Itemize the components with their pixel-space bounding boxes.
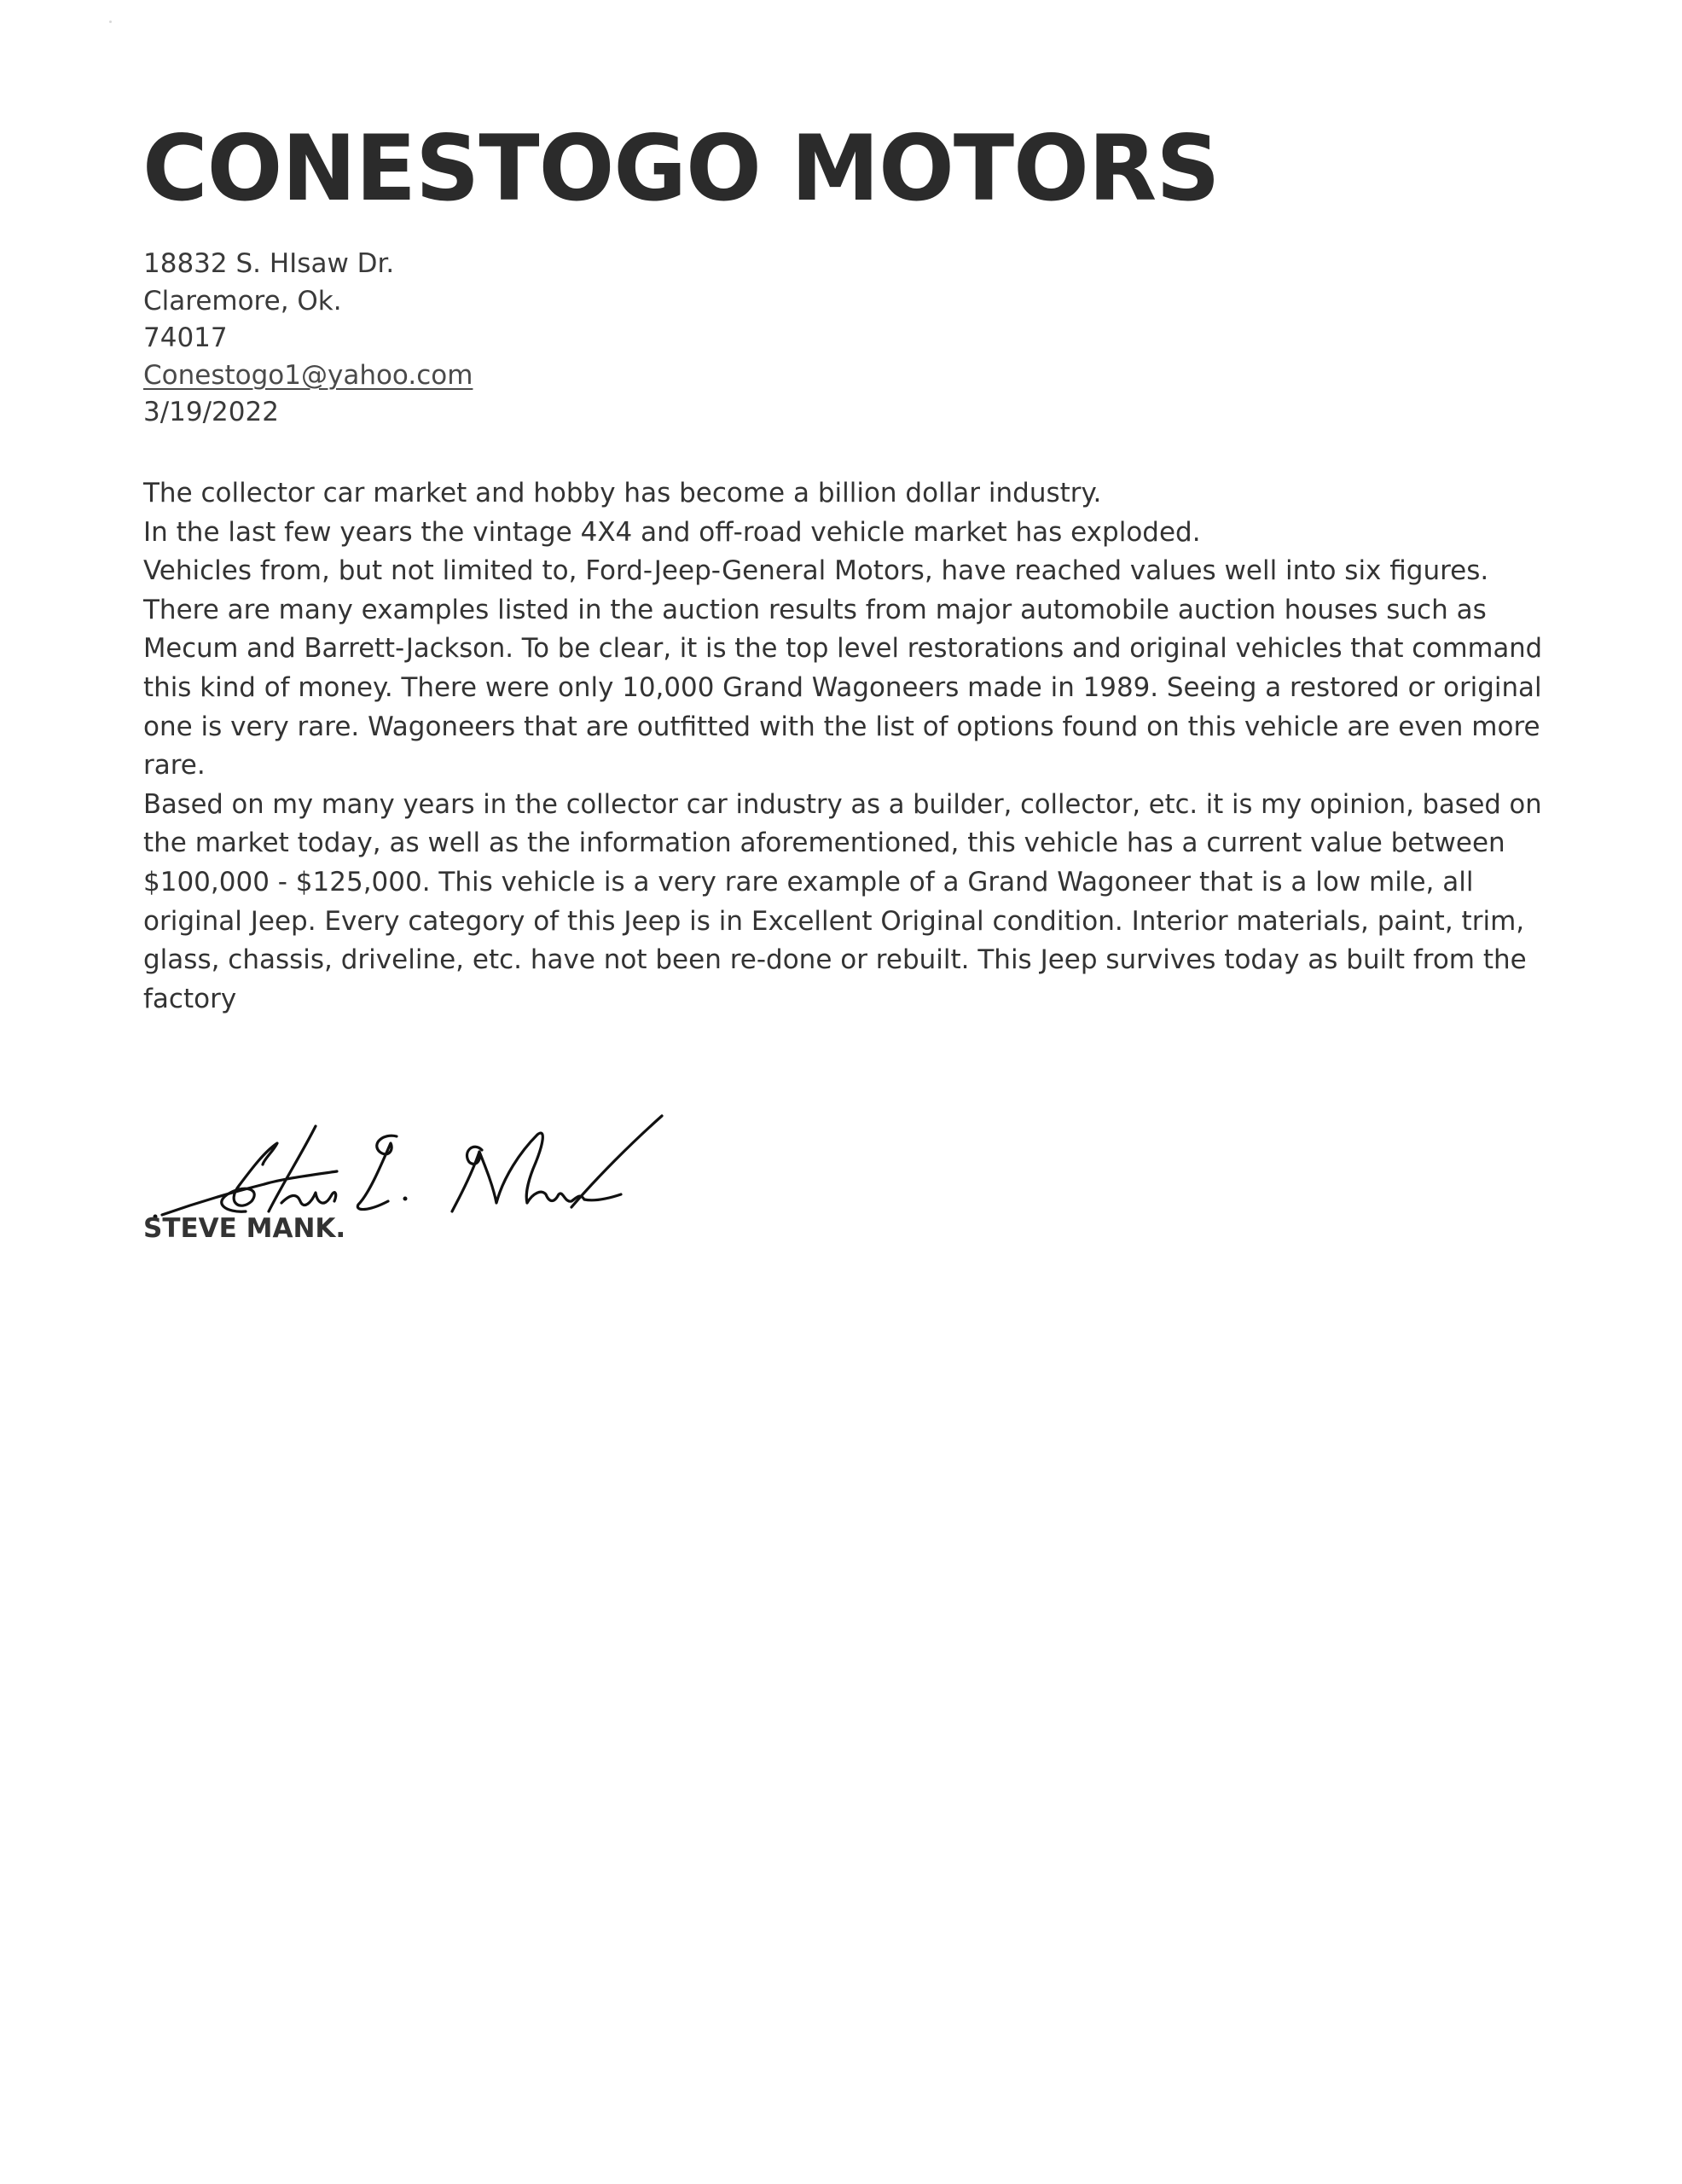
zip-code: 74017 [143,322,228,353]
handwritten-signature [145,1083,691,1228]
body-line: this kind of money. There were only 10,000 Grand Wagoneers made in 1989. Seeing a restored or original [143,671,1542,703]
company-letterhead: CONESTOGO MOTORS [142,116,1220,221]
letter-body [143,474,1542,1019]
body-line: one is very rare. Wagoneers that are outfitted with the list of options found on this vehicle are even more [143,711,1540,742]
body-line: Vehicles from, but not limited to, Ford-Jeep-General Motors, have reached values well into six figures. [143,555,1489,587]
email-link[interactable]: Conestogo1@yahoo.com [143,359,473,391]
body-line: The collector car market and hobby has become a billion dollar industry. [143,478,1102,508]
sender-address-block [143,246,473,432]
body-line: $100,000 - $125,000. This vehicle is a very rare example of a Grand Wagoneer that is a low mile, all [143,866,1474,897]
scan-speck [109,20,112,23]
body-line: factory [143,983,237,1014]
body-line: the market today, as well as the information aforementioned, this vehicle has a current value between [143,828,1505,859]
city-state: Claremore, Ok. [143,285,342,317]
body-line: There are many examples listed in the auction results from major automobile auction houses such as [143,594,1487,625]
body-line: glass, chassis, driveline, etc. have not been re-done or rebuilt. This Jeep survives today as built from the [143,944,1527,976]
body-line: rare. [143,750,206,781]
body-line: Mecum and Barrett-Jackson. To be clear, it is the top level restorations and original vehicles that command [143,633,1543,665]
body-line: Based on my many years in the collector car industry as a builder, collector, etc. it is my opinion, based on [143,788,1542,820]
letter-date: 3/19/2022 [143,397,279,427]
body-line: original Jeep. Every category of this Jeep is in Excellent Original condition. Interior materials, paint, trim, [143,905,1525,937]
signer-name: STEVE MANK. [143,1213,346,1244]
street-address: 18832 S. HIsaw Dr. [143,248,395,279]
body-line: In the last few years the vintage 4X4 and off-road vehicle market has exploded. [143,516,1201,548]
